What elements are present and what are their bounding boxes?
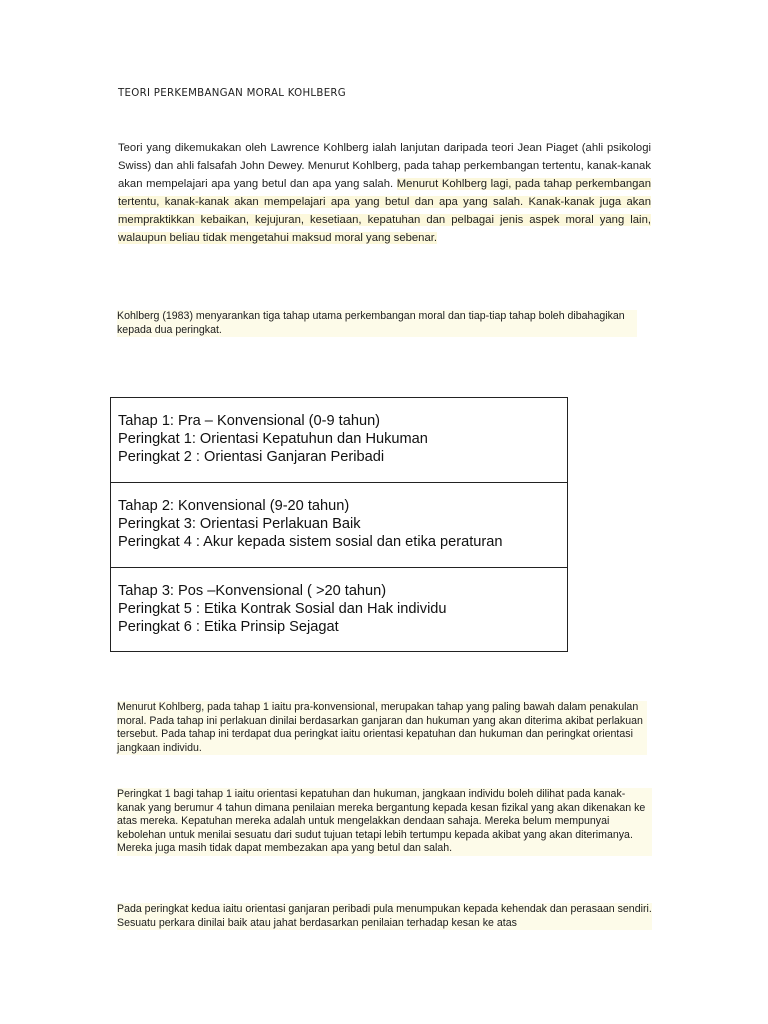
menurut-paragraph: Menurut Kohlberg, pada tahap 1 iaitu pra-konvensional, merupakan tahap yang paling bawah dalam penakulan moral. Pada tahap ini perlakuan dinilai berdasarkan ganjaran dan hukuman yang akan diterima akibat perlakuan tersebut. Pada tahap ini terdapat dua peringkat iaitu orientasi kepatuhan dan hukuman dan peringkat orientasi jangkaan individu.	[117, 701, 647, 755]
stage-level: Peringkat 5 : Etika Kontrak Sosial dan Hak individu	[118, 601, 447, 617]
stage-level: Peringkat 4 : Akur kepada sistem sosial dan etika peraturan	[118, 534, 503, 550]
stage-level: Peringkat 1: Orientasi Kepatuhun dan Hukuman	[118, 431, 428, 447]
stage-title: Tahap 1: Pra – Konvensional (0-9 tahun)	[118, 413, 381, 429]
kohlberg-paragraph: Kohlberg (1983) menyarankan tiga tahap utama perkembangan moral dan tiap-tiap tahap boleh dibahagikan kepada dua peringkat.	[117, 310, 637, 337]
stage-title: Tahap 2: Konvensional (9-20 tahun)	[118, 498, 350, 514]
intro-text-part2: Menurut Kohlberg lagi, pada tahap perkembangan tertentu, kanak-kanak akan mempelajari apa yang betul dan apa yang salah. Kanak-kanak juga akan mempraktikkan kebaikan, kejujuran, kesetiaan, kepatuhan dan pelbagai jenis aspek moral yang lain, walaupun beliau tidak mengetahui maksud moral yang sebenar.	[118, 178, 652, 245]
stage-level: Peringkat 3: Orientasi Perlakuan Baik	[118, 516, 361, 532]
stage-title: Tahap 3: Pos –Konvensional ( >20 tahun)	[118, 583, 387, 599]
kedua-paragraph: Pada peringkat kedua iaitu orientasi ganjaran peribadi pula menumpukan kepada kehendak dan perasaan sendiri. Sesuatu perkara dinilai baik atau jahat berdasarkan penilaian terhadap kesan ke atas	[117, 903, 652, 929]
stage-box-3	[111, 568, 567, 653]
stage-level: Peringkat 6 : Etika Prinsip Sejagat	[118, 619, 339, 635]
stage-level: Peringkat 2 : Orientasi Ganjaran Peribadi	[118, 449, 385, 465]
stage-box-2	[111, 483, 567, 568]
stage-box-1	[111, 398, 567, 483]
intro-text-part1: Teori yang dikemukakan oleh Lawrence Kohlberg ialah lanjutan daripada teori Jean Piaget (ahli psikologi Swiss) dan ahli falsafah John Dewey. Menurut Kohlberg, pada tahap perkembangan tertentu, kanak-kanak akan mempelajari apa yang betul dan apa yang salah.	[118, 142, 651, 191]
peringkat1-paragraph: Peringkat 1 bagi tahap 1 iaitu orientasi kepatuhan dan hukuman, jangkaan individu boleh dilihat pada kanak-kanak yang berumur 4 tahun dimana penilaian mereka bergantung kepada kesan fizikal yang akan dikenakan ke atas mereka. Kepatuhan mereka adalah untuk mengelakkan dendaan sahaja. Mereka belum mempunyai kebolehan untuk menilai sesuatu dari sudut tujuan tetapi lebih tertumpu kepada akibat yang akan diterimanya. Mereka juga masih tidak dapat membezakan apa yang betul dan salah.	[117, 788, 652, 856]
document-title: TEORI PERKEMBANGAN MORAL KOHLBERG	[118, 88, 346, 99]
intro-paragraph	[118, 139, 651, 248]
stage-table	[110, 397, 568, 652]
